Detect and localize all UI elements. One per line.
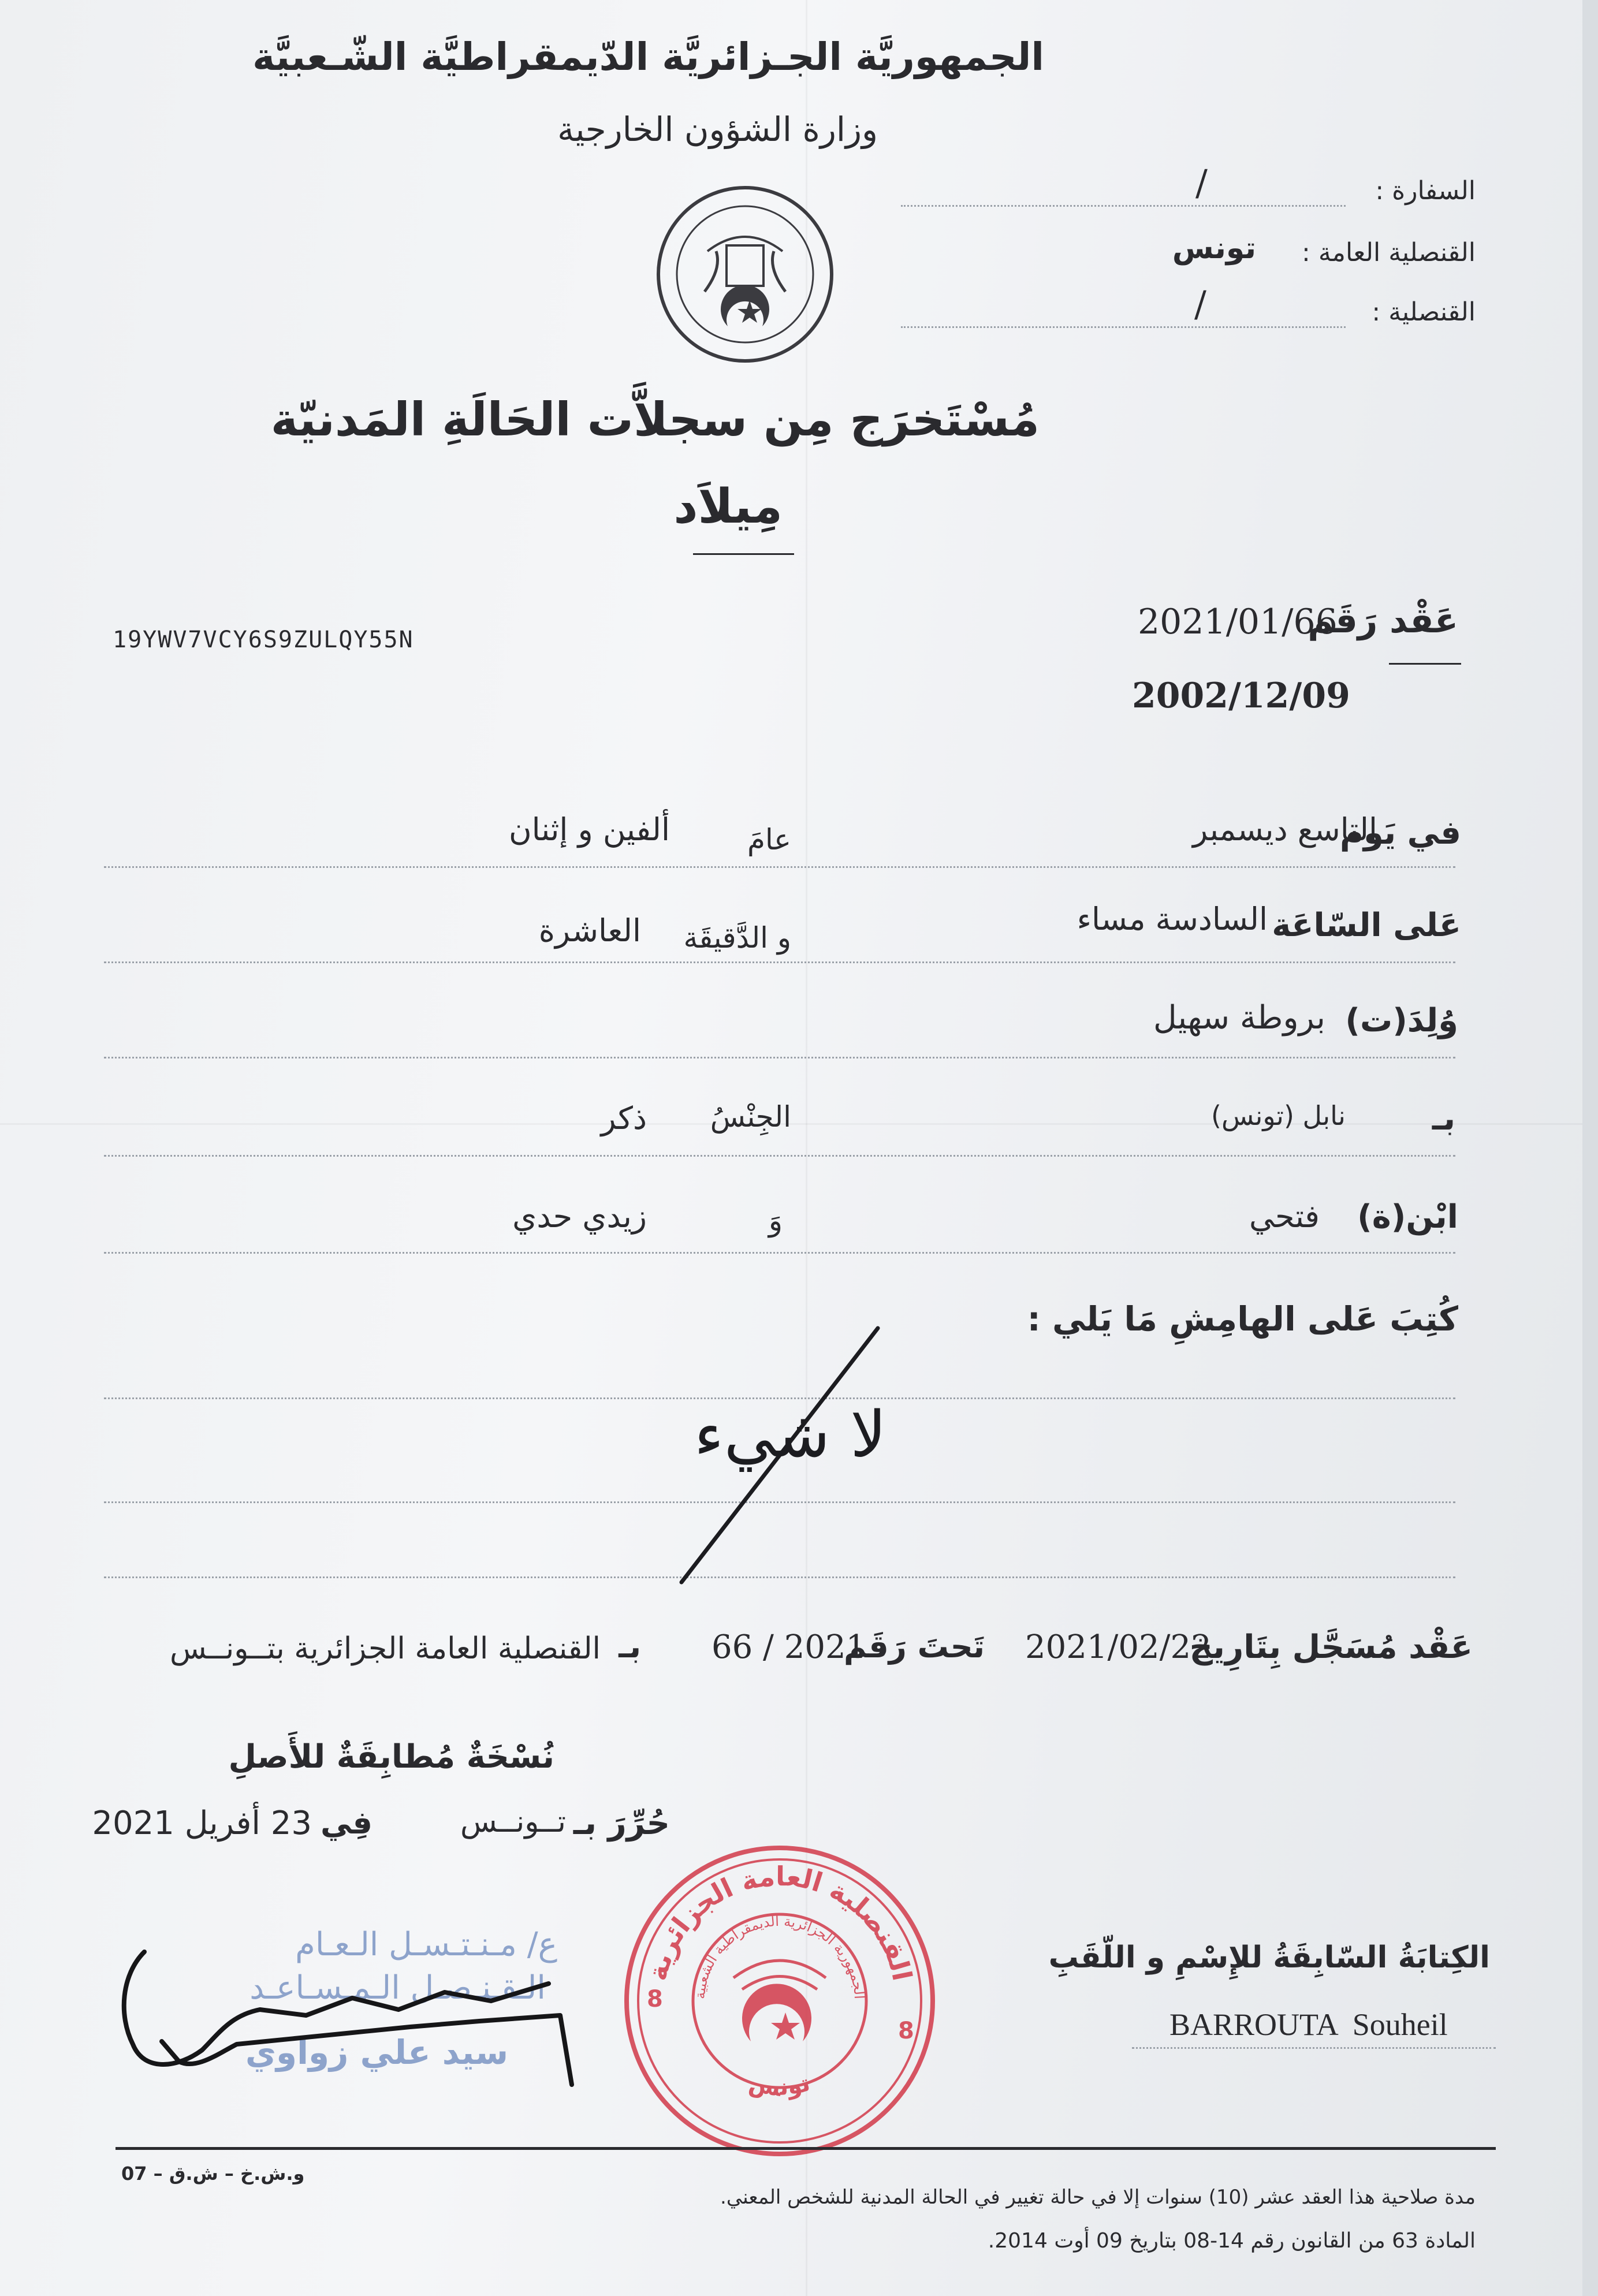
year-label: عامَ <box>747 823 791 856</box>
registration-place: القنصلية العامة الجزائرية بتــونــس <box>170 1631 601 1666</box>
seal-inner-text: الجمهورية الجزائرية الديمقراطية الشعبية <box>691 1913 867 2000</box>
done-on-label: فِي <box>321 1805 373 1841</box>
registration-number: 66 / 2021 <box>712 1628 867 1666</box>
mother-value: زيدي حدي <box>512 1198 647 1235</box>
registration-at-label: بـ <box>619 1628 641 1665</box>
margin-handwritten-text: لا شيء <box>694 1397 886 1471</box>
legal-reference-note: المادة 63 من القانون رقم 14-08 بتاريخ 09 أوت 2014. <box>988 2229 1476 2253</box>
footer-divider <box>116 2147 1496 2150</box>
minute-value: العاشرة <box>538 912 641 949</box>
seal-bottom-text: تونس <box>747 2070 813 2102</box>
year-value: ألفين و إثنان <box>508 811 670 848</box>
latin-name-value: BARROUTA Souheil <box>1169 2007 1448 2042</box>
day-label: في يَوم <box>1340 814 1461 852</box>
registration-date: 2021/02/22 <box>1025 1628 1212 1666</box>
act-number-value: 2021/01/66 <box>1138 602 1338 642</box>
document-title: مُسْتَخرَج مِن سجلاَّت الحَالَةِ المَدنيّة <box>270 393 1040 446</box>
consulate-general-value: تونس <box>1172 231 1256 266</box>
done-at-label: حُرِّرَ بـ <box>573 1805 670 1842</box>
consulate-value: / <box>1194 283 1206 325</box>
margin-label: كُتِبَ عَلى الهامِشِ مَا يَلي : <box>1027 1299 1458 1339</box>
place-dotted-line <box>104 1155 1455 1157</box>
republic-heading: الجمهوريَّة الجـزائريَّة الدّيمقراطيَّة الشّـعبيَّة <box>252 35 1044 79</box>
registration-label: عَقْد مُسَجَّل بِتَارِيخ <box>1189 1628 1473 1666</box>
seal-outer-text: القنصلية العامة الجزائرية <box>641 1860 918 1984</box>
consulate-general-label: القنصلية العامة : <box>1302 238 1476 267</box>
act-number-label: عَقْد رَقَم <box>1308 601 1458 641</box>
official-name: سيد علي زواوي <box>245 2033 508 2072</box>
embassy-dotted-line <box>901 205 1346 207</box>
national-emblem-icon <box>653 182 837 367</box>
latin-name-label: الكِتابَةُ السّابِقَةُ للإِسْمِ و اللّقَبِ <box>1048 1940 1490 1975</box>
latin-name-dotted-line <box>1132 2047 1496 2049</box>
parent-label: ابْن(ة) <box>1357 1198 1458 1236</box>
document-subtitle: مِيلاَد <box>673 479 783 534</box>
hour-label: عَلى السّاعَة <box>1272 907 1461 944</box>
official-title-line1: ع/ مـنـتـسـل الـعـام <box>295 1926 557 1963</box>
done-date: 23 أفريل 2021 <box>92 1805 312 1842</box>
signature-icon <box>110 1929 583 2096</box>
seal-number-left: 8 <box>647 1986 663 2012</box>
hour-value: السادسة مساء <box>1076 901 1268 937</box>
sex-label: الجِنْسُ <box>710 1100 791 1134</box>
ministry-heading: وزارة الشؤون الخارجية <box>557 110 878 149</box>
act-number-underline <box>1389 663 1461 665</box>
place-label: بـ <box>1432 1100 1455 1138</box>
sex-value: ذكر <box>601 1100 647 1136</box>
minute-label: و الدَّقيقَة <box>683 921 791 955</box>
born-value: بروطة سهيل <box>1153 999 1325 1037</box>
parent-dotted-line <box>104 1252 1455 1254</box>
official-title-line2: الـقـنـصـل الـمـسـاعـد <box>249 1969 546 2007</box>
subtitle-underline <box>693 553 794 555</box>
born-dotted-line <box>104 1057 1455 1058</box>
svg-text:تونس <box>747 2070 813 2102</box>
consulate-seal-icon <box>618 1839 941 2163</box>
validity-note: مدة صلاحية هذا العقد عشر (10) سنوات إلا في حالة تغيير في الحالة المدنية للشخص المعني. <box>720 2186 1476 2209</box>
act-date-value: 2002/12/09 <box>1132 676 1350 716</box>
day-dotted-line <box>104 866 1455 868</box>
and-label: وَ <box>768 1204 783 1238</box>
consulate-dotted-line <box>901 326 1346 328</box>
reference-code: 19YWV7VCY6S9ZULQY55N <box>113 627 414 653</box>
born-label: وُلِدَ(ت) <box>1345 1002 1458 1039</box>
embassy-label: السفارة : <box>1375 176 1476 206</box>
embassy-value: / <box>1195 162 1208 204</box>
place-value: نابل (تونس) <box>1211 1100 1346 1131</box>
done-at-place: تــونــس <box>460 1805 566 1839</box>
consulate-label: القنصلية : <box>1372 297 1476 327</box>
father-value: فتحي <box>1249 1198 1320 1235</box>
certified-copy-label: نُسْخَةٌ مُطابِقَةٌ للأَصلِ <box>228 1738 554 1776</box>
registration-under-label: تَحتَ رَقَم <box>844 1628 985 1665</box>
day-value: التاسع ديسمبر <box>1193 811 1377 848</box>
hour-dotted-line <box>104 961 1455 963</box>
form-code: و.ش.خ – ش.ق – 07 <box>121 2163 305 2185</box>
seal-number-right: 8 <box>898 2018 914 2044</box>
